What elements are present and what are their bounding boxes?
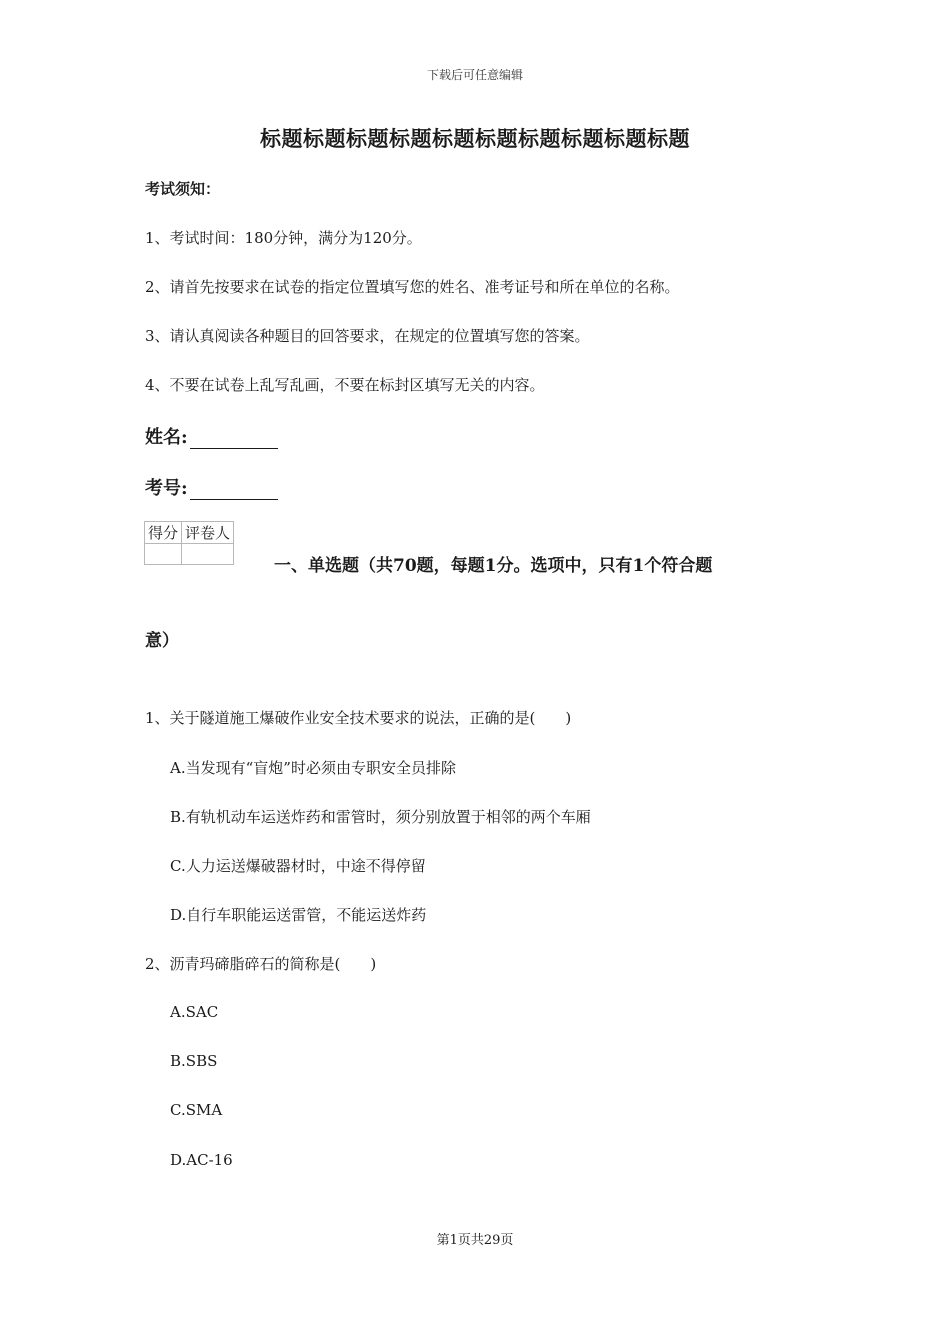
name-field[interactable] bbox=[145, 423, 278, 449]
name-blank-line[interactable] bbox=[190, 430, 278, 449]
grader-cell[interactable] bbox=[182, 544, 234, 565]
name-label: 姓名: bbox=[145, 427, 188, 448]
question-2-stem: 2、沥青玛碲脂碎石的简称是( ) bbox=[145, 955, 377, 973]
question-2-option-d: D.AC-16 bbox=[170, 1151, 233, 1169]
section-heading: 一、单选题（共70题，每题1分。选项中，只有1个符合题 bbox=[274, 556, 713, 576]
page-footer: 第1页共29页 bbox=[436, 1233, 514, 1248]
score-header: 得分 bbox=[145, 522, 182, 544]
question-1-option-b: B.有轨机动车运送炸药和雷管时，须分别放置于相邻的两个车厢 bbox=[170, 808, 591, 826]
score-table bbox=[144, 521, 234, 565]
rule-4: 4、不要在试卷上乱写乱画，不要在标封区填写无关的内容。 bbox=[145, 376, 545, 394]
question-1-stem: 1、关于隧道施工爆破作业安全技术要求的说法，正确的是( ) bbox=[145, 709, 572, 727]
id-field[interactable] bbox=[145, 474, 278, 500]
section-heading-continued: 意） bbox=[145, 631, 179, 651]
question-2-option-c: C.SMA bbox=[170, 1101, 223, 1119]
question-2-option-a: A.SAC bbox=[170, 1003, 219, 1021]
rule-3: 3、请认真阅读各种题目的回答要求，在规定的位置填写您的答案。 bbox=[145, 327, 590, 345]
notice-heading: 考试须知： bbox=[145, 180, 221, 198]
rule-1: 1、考试时间：180分钟，满分为120分。 bbox=[145, 229, 422, 247]
id-label: 考号: bbox=[145, 478, 188, 499]
question-2-option-b: B.SBS bbox=[170, 1052, 218, 1070]
page-header: 下载后可任意编辑 bbox=[426, 68, 523, 82]
id-blank-line[interactable] bbox=[190, 481, 278, 500]
question-1-option-d: D.自行车职能运送雷管，不能运送炸药 bbox=[170, 906, 427, 924]
score-cell[interactable] bbox=[145, 544, 182, 565]
grader-header: 评卷人 bbox=[182, 522, 234, 544]
question-1-option-c: C.人力运送爆破器材时，中途不得停留 bbox=[170, 857, 426, 875]
document-title: 标题标题标题标题标题标题标题标题标题标题 bbox=[260, 126, 690, 151]
question-1-option-a: A.当发现有“盲炮”时必须由专职安全员排除 bbox=[170, 759, 456, 777]
rule-2: 2、请首先按要求在试卷的指定位置填写您的姓名、准考证号和所在单位的名称。 bbox=[145, 278, 680, 296]
